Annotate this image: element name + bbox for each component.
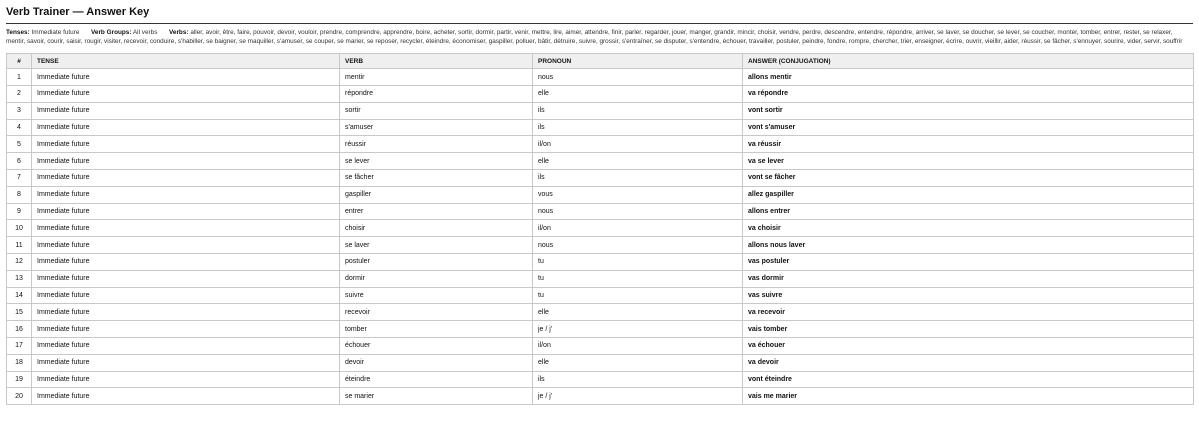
verb-cell: postuler <box>340 253 533 270</box>
answer-cell: vont s'amuser <box>743 119 1194 136</box>
tense-cell: Immediate future <box>32 237 340 254</box>
tense-cell: Immediate future <box>32 337 340 354</box>
verb-cell: s'amuser <box>340 119 533 136</box>
table-row <box>7 287 1194 304</box>
column-header-pronoun: PRONOUN <box>533 54 743 69</box>
verb-cell: recevoir <box>340 304 533 321</box>
tense-cell: Immediate future <box>32 287 340 304</box>
tense-cell: Immediate future <box>32 354 340 371</box>
answer-cell: allons mentir <box>743 69 1194 86</box>
tense-cell: Immediate future <box>32 69 340 86</box>
pronoun-cell: tu <box>533 270 743 287</box>
table-row <box>7 153 1194 170</box>
table-row <box>7 337 1194 354</box>
pronoun-cell: ils <box>533 371 743 388</box>
verb-cell: suivre <box>340 287 533 304</box>
verb-cell: éteindre <box>340 371 533 388</box>
tense-cell: Immediate future <box>32 371 340 388</box>
answer-cell: allons nous laver <box>743 237 1194 254</box>
pronoun-cell: elle <box>533 354 743 371</box>
row-number: 3 <box>7 102 32 119</box>
column-header-number: # <box>7 54 32 69</box>
answer-cell: vont se fâcher <box>743 169 1194 186</box>
table-row <box>7 102 1194 119</box>
row-number: 13 <box>7 270 32 287</box>
verb-cell: se marier <box>340 388 533 405</box>
answer-cell: va recevoir <box>743 304 1194 321</box>
tense-cell: Immediate future <box>32 321 340 338</box>
verbs-label: Verbs: <box>168 29 189 36</box>
answer-table <box>6 53 1194 405</box>
answer-cell: va choisir <box>743 220 1194 237</box>
verb-cell: devoir <box>340 354 533 371</box>
pronoun-cell: nous <box>533 237 743 254</box>
table-row <box>7 270 1194 287</box>
answer-cell: va répondre <box>743 85 1194 102</box>
tense-cell: Immediate future <box>32 270 340 287</box>
row-number: 6 <box>7 153 32 170</box>
verb-cell: se laver <box>340 237 533 254</box>
pronoun-cell: elle <box>533 85 743 102</box>
pronoun-cell: je / j' <box>533 388 743 405</box>
verb-cell: mentir <box>340 69 533 86</box>
pronoun-cell: il/on <box>533 337 743 354</box>
row-number: 10 <box>7 220 32 237</box>
table-row <box>7 354 1194 371</box>
answer-cell: vais tomber <box>743 321 1194 338</box>
row-number: 11 <box>7 237 32 254</box>
table-row <box>7 371 1194 388</box>
column-header-answer: ANSWER (CONJUGATION) <box>743 54 1194 69</box>
row-number: 5 <box>7 136 32 153</box>
pronoun-cell: ils <box>533 169 743 186</box>
tense-cell: Immediate future <box>32 153 340 170</box>
verb-cell: répondre <box>340 85 533 102</box>
verb-groups-value: All verbs <box>132 29 158 36</box>
answer-cell: allez gaspiller <box>743 186 1194 203</box>
verb-cell: échouer <box>340 337 533 354</box>
table-row <box>7 85 1194 102</box>
verb-cell: gaspiller <box>340 186 533 203</box>
verb-cell: tomber <box>340 321 533 338</box>
pronoun-cell: elle <box>533 153 743 170</box>
row-number: 18 <box>7 354 32 371</box>
row-number: 17 <box>7 337 32 354</box>
row-number: 20 <box>7 388 32 405</box>
row-number: 14 <box>7 287 32 304</box>
table-row <box>7 169 1194 186</box>
tense-cell: Immediate future <box>32 119 340 136</box>
verb-cell: entrer <box>340 203 533 220</box>
verb-cell: réussir <box>340 136 533 153</box>
tense-cell: Immediate future <box>32 136 340 153</box>
table-row <box>7 203 1194 220</box>
pronoun-cell: tu <box>533 253 743 270</box>
tense-cell: Immediate future <box>32 203 340 220</box>
answer-cell: vas postuler <box>743 253 1194 270</box>
verb-groups-label: Verb Groups: <box>90 29 132 36</box>
column-header-tense: TENSE <box>32 54 340 69</box>
answer-cell: vas suivre <box>743 287 1194 304</box>
column-header-verb: VERB <box>340 54 533 69</box>
pronoun-cell: il/on <box>533 136 743 153</box>
row-number: 2 <box>7 85 32 102</box>
table-row <box>7 220 1194 237</box>
pronoun-cell: nous <box>533 203 743 220</box>
answer-cell: va se lever <box>743 153 1194 170</box>
pronoun-cell: elle <box>533 304 743 321</box>
row-number: 12 <box>7 253 32 270</box>
row-number: 1 <box>7 69 32 86</box>
page-title: Verb Trainer — Answer Key <box>6 6 1193 24</box>
verb-cell: se fâcher <box>340 169 533 186</box>
tense-cell: Immediate future <box>32 253 340 270</box>
table-header-row <box>7 54 1194 69</box>
tense-cell: Immediate future <box>32 102 340 119</box>
tense-cell: Immediate future <box>32 169 340 186</box>
row-number: 16 <box>7 321 32 338</box>
tense-cell: Immediate future <box>32 186 340 203</box>
verb-cell: sortir <box>340 102 533 119</box>
answer-cell: va réussir <box>743 136 1194 153</box>
table-row <box>7 321 1194 338</box>
table-row <box>7 186 1194 203</box>
row-number: 19 <box>7 371 32 388</box>
row-number: 15 <box>7 304 32 321</box>
pronoun-cell: vous <box>533 186 743 203</box>
table-row <box>7 304 1194 321</box>
verb-cell: se lever <box>340 153 533 170</box>
tense-cell: Immediate future <box>32 220 340 237</box>
table-row <box>7 237 1194 254</box>
answer-cell: vais me marier <box>743 388 1194 405</box>
verb-cell: choisir <box>340 220 533 237</box>
table-row <box>7 69 1194 86</box>
table-row <box>7 119 1194 136</box>
table-row <box>7 388 1194 405</box>
pronoun-cell: nous <box>533 69 743 86</box>
pronoun-cell: il/on <box>533 220 743 237</box>
tense-cell: Immediate future <box>32 304 340 321</box>
table-row <box>7 253 1194 270</box>
verbs-list: aller, avoir, être, faire, pouvoir, devoir, vouloir, prendre, comprendre, apprendre, boire, acheter, sortir, dormir, partir, venir, mettre, lire, aimer, attendre, finir, parler, regarder, jouer, manger, grandir, mincir, choisir, vendre, perdre, descendre, entendre, répondre, arriver, se laver, se doucher, se lever, se coucher, monter, tomber, entrer, rester, se relaxer, mentir, savoir, courir, saisir, rougir, visiter, recevoir, conduire, s'habiller, se baigner, se maquiller, s'amuser, se couper, se marier, se reposer, recycler, éteindre, économiser, gaspiller, polluer, bâtir, détruire, suivre, grossir, s'entraîner, se disputer, s'entendre, échouer, travailler, postuler, peindre, fondre, rompre, chercher, trier, enseigner, écrire, ouvrir, vieillir, aider, réussir, se fâcher, s'ennuyer, sourire, vider, servir, souffrir <box>6 29 1183 45</box>
row-number: 8 <box>7 186 32 203</box>
pronoun-cell: ils <box>533 119 743 136</box>
answer-cell: vont éteindre <box>743 371 1194 388</box>
answer-cell: va devoir <box>743 354 1194 371</box>
tense-cell: Immediate future <box>32 388 340 405</box>
row-number: 4 <box>7 119 32 136</box>
answer-cell: vont sortir <box>743 102 1194 119</box>
table-body <box>7 69 1194 405</box>
row-number: 9 <box>7 203 32 220</box>
answer-cell: vas dormir <box>743 270 1194 287</box>
pronoun-cell: je / j' <box>533 321 743 338</box>
settings-summary <box>6 29 1193 46</box>
answer-cell: allons entrer <box>743 203 1194 220</box>
tenses-label: Tenses: <box>6 29 30 36</box>
table-row <box>7 136 1194 153</box>
row-number: 7 <box>7 169 32 186</box>
pronoun-cell: tu <box>533 287 743 304</box>
tenses-value: Immediate future <box>31 29 80 36</box>
tense-cell: Immediate future <box>32 85 340 102</box>
verb-cell: dormir <box>340 270 533 287</box>
answer-cell: va échouer <box>743 337 1194 354</box>
pronoun-cell: ils <box>533 102 743 119</box>
